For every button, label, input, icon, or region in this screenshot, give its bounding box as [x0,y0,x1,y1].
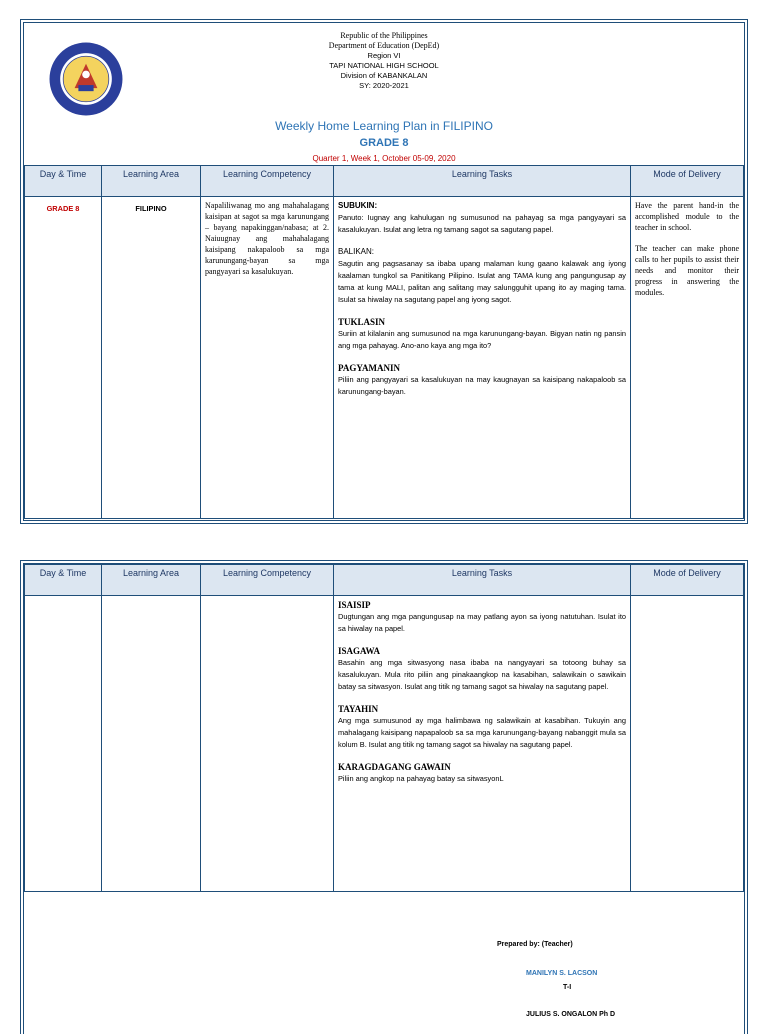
task-body: Basahin ang mga sitwasyong nasa ibaba na nangyayari sa totoong buhay sa kasalukuyan. Mula rito piliin ang pinakaangkop na kasabihan, salawikain o sawikain batay sa sitwasyon. Isulat ang titik ng tamang sagot sa hiwalay na sagutang papel. [338,658,626,691]
document-page-2 [23,563,745,1034]
school-line: TAPI NATIONAL HIGH SCHOOL [329,61,439,70]
task-heading: KARAGDAGANG GAWAIN [338,762,451,772]
task-body: Piliin ang angkop na pahayag batay sa sitwasyonL [338,774,504,783]
header-learning-area: Learning Area [102,166,201,197]
header-day-time: Day & Time [25,565,102,596]
task-heading: ISAISIP [338,600,371,610]
delivery-text-2: The teacher can make phone calls to her pupils to assist their needs and monitor their progress in answering the modules. [635,244,739,297]
division-line: Division of KABANKALAN [340,71,428,80]
delivery-cell [631,197,744,519]
region-line: Region VI [367,51,401,60]
document-header [24,23,744,165]
checker-name: JULIUS S. ONGALON Ph D [526,1011,616,1018]
day-cell: GRADE 8 [25,197,102,519]
letterhead [174,31,594,91]
table-header-row [25,565,744,596]
task-body: Suriin at kilalanin ang sumusunod na mga karunungang-bayan. Bigyan natin ng pansin ang mga pahayag. Ano-ano kaya ang mga ito? [338,329,626,350]
header-day-time: Day & Time [25,166,102,197]
learning-plan-table [24,165,744,519]
delivery-text-1: Have the parent hand-in the accomplished module to the teacher in school. [635,201,739,232]
delivery-cell-empty [631,596,744,892]
prepared-by-label: Prepared by: (Teacher) [497,941,573,948]
day-cell-empty [25,596,102,892]
header-mode-of-delivery: Mode of Delivery [631,565,744,596]
task-heading: SUBUKIN: [338,201,378,210]
header-learning-tasks: Learning Tasks [334,166,631,197]
plan-title: Weekly Home Learning Plan in FILIPINO [275,119,493,133]
document-page-1 [23,22,745,521]
task-body: Ang mga sumusunod ay mga halimbawa ng salawikain at kasabihan. Tukuyin ang mahalagang kaisipang napapaloob sa sa mga karunungang-bayang nabanggit mula sa kolum B. Isulat ang titik ng tamang sagot sa hiwalay na sagutang papel. [338,716,626,749]
competency-cell-empty [201,596,334,892]
teacher-name: MANILYN S. LACSON [526,970,598,977]
area-cell-empty [102,596,201,892]
table-header-row [25,166,744,197]
header-learning-tasks: Learning Tasks [334,565,631,596]
competency-cell: Napaliliwanag mo ang mahahalagang kaisipan at sagot sa mga karunungang – bayang napakinggan/nabasa; at 2. Naiuugnay ang mahahalagang kaisipang nakapaloob sa mga karunungang-bayan sa mga pangyayari sa kasalukuyan. [201,197,334,519]
table-row [25,596,744,892]
republic-line: Republic of the Philippines [340,31,428,40]
table-row [25,197,744,519]
task-body: Sagutin ang pagsasanay sa ibaba upang malaman kung gaano kalawak ang iyong kaalaman tungkol sa Panitikang Pilipino. Isulat ang TAMA kung ang pangungusap ay tama at kung MALI, palitan ang salitang may salungguhit upang ito ay maging tama. Isulat sa hiwalay na sagutang papel ang iyong sagot. [338,259,626,304]
task-heading: TAYAHIN [338,704,379,714]
tasks-cell [334,197,631,519]
task-body: Dugtungan ang mga pangungusap na may patlang ayon sa iyong natutuhan. Isulat ito sa hiwalay na papel. [338,612,626,633]
task-heading: BALIKAN: [338,247,375,256]
teacher-position: T-I [563,984,572,991]
deped-seal-logo [48,41,124,117]
header-mode-of-delivery: Mode of Delivery [631,166,744,197]
tasks-cell [334,596,631,892]
header-learning-competency: Learning Competency [201,166,334,197]
task-heading: TUKLASIN [338,317,386,327]
header-learning-competency: Learning Competency [201,565,334,596]
task-body: Piliin ang pangyayari sa kasalukuyan na may kaugnayan sa kaisipang nakapaloob sa karunungang-bayan. [338,375,626,396]
header-learning-area: Learning Area [102,565,201,596]
sy-line: SY: 2020-2021 [359,81,409,90]
task-body: Panuto: Iugnay ang kahulugan ng sumusunod na pahayag sa mga pangyayari sa kasalukuyan. Isulat ang letra ng tamang sagot sa sagutang papel. [338,213,626,234]
grade-title: GRADE 8 [359,137,409,149]
quarter-line: Quarter 1, Week 1, October 05-09, 2020 [312,154,456,163]
learning-plan-table-continued [24,564,744,892]
task-heading: PAGYAMANIN [338,363,400,373]
task-heading: ISAGAWA [338,646,381,656]
area-cell: FILIPINO [102,197,201,519]
department-line: Department of Education (DepEd) [328,41,440,50]
